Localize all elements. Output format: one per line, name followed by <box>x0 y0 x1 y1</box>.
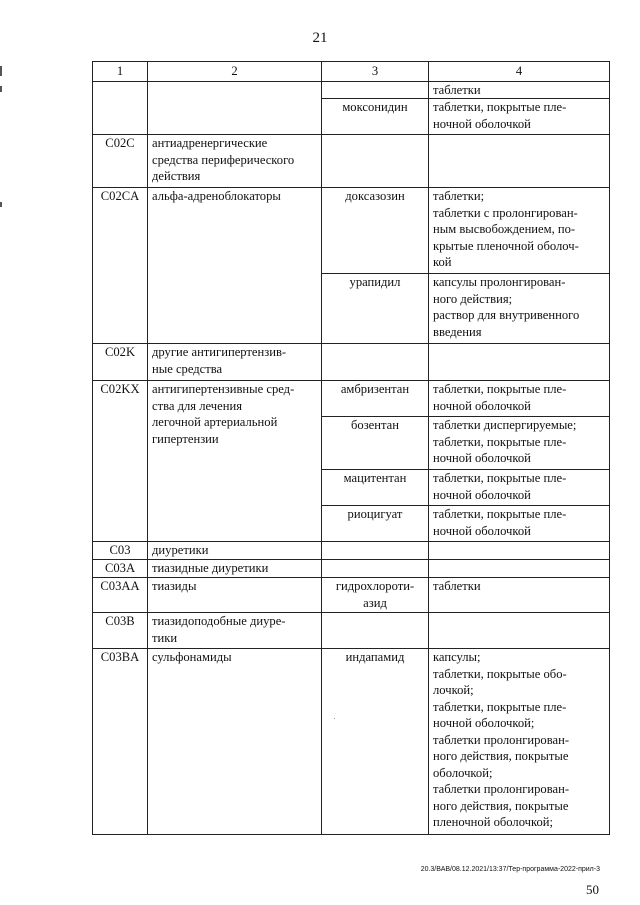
group-line: диуретики <box>152 543 209 557</box>
group-line: действия <box>152 169 201 183</box>
group-cell <box>148 135 322 188</box>
dosage-form-line: таблетки, покрытые пле- <box>433 434 567 449</box>
dosage-form-cell <box>429 613 610 649</box>
dosage-form-line: крытые пленочной оболоч- <box>433 238 579 253</box>
drug-name-cell: мацитентан <box>322 470 429 506</box>
group-line: тиазидные диуретики <box>152 561 269 575</box>
dosage-form-line: таблетки пролонгирован- <box>433 732 570 747</box>
group-line: альфа-адреноблокаторы <box>152 189 281 203</box>
dosage-form-cell <box>429 381 610 417</box>
dosage-form-line: пленочной оболочкой; <box>433 815 554 829</box>
dosage-form-line: таблетки <box>433 82 481 97</box>
header-col-4: 4 <box>429 62 610 82</box>
dosage-form-line: таблетки, покрытые пле- <box>433 100 567 114</box>
dosage-form-line: введения <box>433 324 482 339</box>
atc-code-cell: C02KX <box>93 381 148 542</box>
dosage-form-cell <box>429 188 610 274</box>
group-line: ные средства <box>152 361 223 376</box>
group-line: ства для лечения <box>152 398 243 413</box>
dosage-form-cell <box>429 417 610 470</box>
atc-code-cell: C03A <box>93 560 148 578</box>
dosage-form-line: ночной оболочкой <box>433 116 531 131</box>
table-row <box>93 560 610 578</box>
header-col-2: 2 <box>148 62 322 82</box>
dosage-form-line: ночной оболочкой <box>433 487 531 502</box>
binding-mark <box>0 86 2 92</box>
dosage-form-cell <box>429 81 610 99</box>
dosage-form-line: ночной оболочкой <box>433 398 531 413</box>
dosage-form-line: таблетки, покрытые обо- <box>433 666 567 681</box>
dosage-form-line: ного действия, покрытые <box>433 749 569 763</box>
dosage-form-line: ночной оболочкой <box>433 451 531 465</box>
dosage-form-line: таблетки пролонгирован- <box>433 782 570 796</box>
dosage-form-line: ночной оболочкой; <box>433 716 535 730</box>
group-line: тики <box>152 630 178 645</box>
atc-code-cell: C03AA <box>93 578 148 613</box>
dosage-form-line: ночной оболочкой <box>433 523 531 538</box>
table-row <box>93 188 610 274</box>
drug-name-cell <box>322 81 429 99</box>
drug-name-cell: амбризентан <box>322 381 429 417</box>
group-line: гипертензии <box>152 431 219 446</box>
dosage-form-line: ного действия, покрытые <box>433 798 569 813</box>
dosage-form-line: капсулы; <box>433 650 481 664</box>
table-row <box>93 542 610 560</box>
drug-name-cell <box>322 135 429 188</box>
scan-speck <box>334 718 335 719</box>
dosage-form-cell <box>429 578 610 613</box>
atc-code-cell: C03BA <box>93 649 148 835</box>
group-line: тиазиды <box>152 579 197 593</box>
page-number-bottom: 50 <box>586 882 599 897</box>
dosage-form-line: таблетки, покрытые пле- <box>433 507 567 521</box>
drug-name-cell: урапидил <box>322 274 429 344</box>
group-line: сульфонамиды <box>152 650 232 664</box>
dosage-form-cell <box>429 344 610 381</box>
dosage-form-line: таблетки диспергируемые; <box>433 418 577 432</box>
dosage-form-line: оболочкой; <box>433 765 493 780</box>
dosage-form-cell <box>429 560 610 578</box>
page-number-top: 21 <box>312 30 328 46</box>
group-line: другие антигипертензив- <box>152 345 287 359</box>
binding-mark <box>0 202 2 207</box>
group-line: тиазидоподобные диуре- <box>152 614 286 628</box>
table-row <box>93 81 610 99</box>
drug-name-cell: гидрохлороти- азид <box>322 578 429 613</box>
drug-name-cell <box>322 560 429 578</box>
group-cell <box>148 649 322 835</box>
drug-name-cell <box>322 613 429 649</box>
drug-name-cell: доксазозин <box>322 188 429 274</box>
dosage-form-cell <box>429 274 610 344</box>
dosage-form-line: таблетки, покрытые пле- <box>433 471 567 485</box>
atc-code-cell: C03 <box>93 542 148 560</box>
binding-mark <box>0 66 2 76</box>
drug-name-cell <box>322 344 429 381</box>
table-body <box>93 81 610 835</box>
dosage-form-cell <box>429 649 610 835</box>
group-cell <box>148 542 322 560</box>
table-header <box>93 62 610 82</box>
dosage-form-line: кой <box>433 255 452 269</box>
drug-name-cell <box>322 542 429 560</box>
drug-name-cell: риоцигуат <box>322 506 429 542</box>
footer-stamp: 20.3/ВАВ/08.12.2021/13:37/Тер-программа-2022-прил-3 <box>420 866 600 873</box>
group-cell <box>148 578 322 613</box>
group-cell <box>148 381 322 542</box>
group-cell <box>148 188 322 344</box>
group-cell <box>148 344 322 381</box>
group-line: антиадренергические <box>152 136 268 150</box>
group-line: средства периферического <box>152 152 295 167</box>
atc-code-cell: C02C <box>93 135 148 188</box>
dosage-form-cell <box>429 470 610 506</box>
header-col-1: 1 <box>93 62 148 82</box>
table-row <box>93 613 610 649</box>
group-line: антигипертензивные сред- <box>152 382 295 396</box>
drug-name-cell: индапамид <box>322 649 429 835</box>
dosage-form-line: ным высвобождением, по- <box>433 222 576 236</box>
dosage-form-cell <box>429 506 610 542</box>
group-cell <box>148 81 322 135</box>
table-row <box>93 649 610 835</box>
header-col-3: 3 <box>322 62 429 82</box>
atc-code-cell: C02CA <box>93 188 148 344</box>
table-row <box>93 381 610 417</box>
dosage-form-cell <box>429 542 610 560</box>
dosage-form-line: таблетки с пролонгирован- <box>433 205 578 220</box>
atc-code-cell <box>93 81 148 135</box>
dosage-form-line: капсулы пролонгирован- <box>433 275 566 289</box>
dosage-form-line: таблетки, покрытые пле- <box>433 699 567 714</box>
group-cell <box>148 613 322 649</box>
atc-code-cell: C03B <box>93 613 148 649</box>
dosage-form-line: таблетки, покрытые пле- <box>433 382 567 396</box>
table-row <box>93 344 610 381</box>
dosage-form-line: раствор для внутривенного <box>433 308 580 322</box>
dosage-form-line: таблетки; <box>433 189 485 203</box>
dosage-form-cell <box>429 135 610 188</box>
group-cell <box>148 560 322 578</box>
group-line: легочной артериальной <box>152 415 278 429</box>
dosage-form-line: таблетки <box>433 579 481 593</box>
table-row <box>93 135 610 188</box>
dosage-form-cell <box>429 99 610 135</box>
drug-name-cell: бозентан <box>322 417 429 470</box>
table-row <box>93 578 610 613</box>
dosage-form-line: ного действия; <box>433 291 513 306</box>
drug-name-cell: моксонидин <box>322 99 429 135</box>
atc-code-cell: C02K <box>93 344 148 381</box>
drug-table <box>92 61 610 835</box>
dosage-form-line: лочкой; <box>433 683 474 697</box>
